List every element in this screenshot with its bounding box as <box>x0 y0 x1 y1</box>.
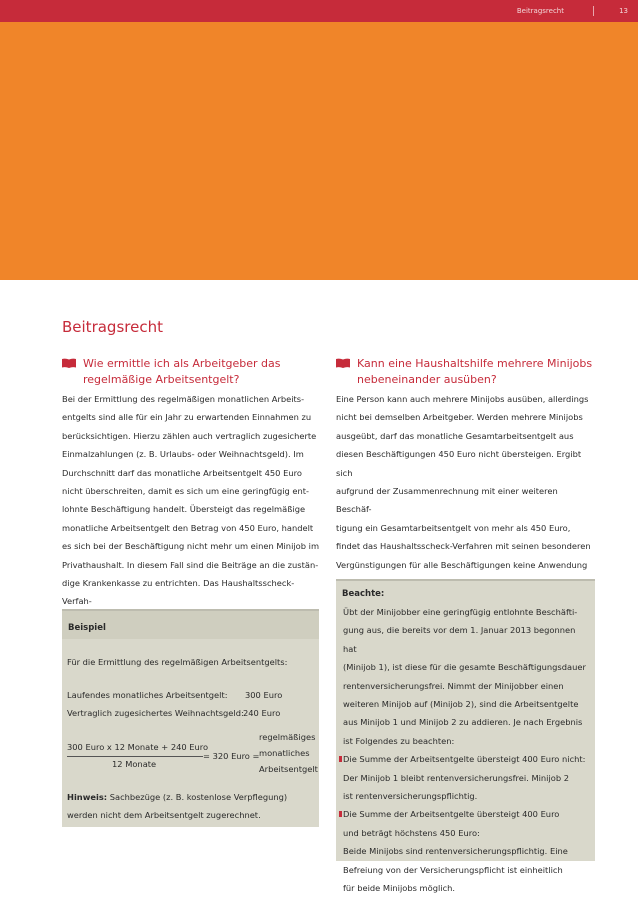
note-bullet-2-text: Die Summe der Arbeitsentgelte übersteigt 400 Euro und beträgt höchstens 450 Euro: Beide Minijobs sind rentenversicherungspflichtig. Eine Befreiung von der Versicherungspflicht ist einheitlich für beide Minijobs möglich. <box>343 809 568 894</box>
hero-image-area <box>0 22 638 280</box>
formula-equals: = 320 Euro = <box>203 751 260 761</box>
hint-text-2: werden nicht dem Arbeitsentgelt zugerechnet. <box>67 810 261 820</box>
note-intro: Übt der Minijobber eine geringfügig entlohnte Beschäfti- gung aus, die bereits vor dem 1. Januar 2013 begonnen hat (Minijob 1), ist diese für die gesamte Beschäftigungsdauer rentenversicherungsfrei. Nimmt der Minijobber einen weiteren Minijob auf (Minijob 2), sind die Arbeitsentgelte aus Minijob 1 und Minijob 2 zu addieren. Je nach Ergebnis ist Folgendes zu beachten: <box>343 607 586 746</box>
bullet-marker <box>339 811 342 817</box>
formula-result-2: monatliches <box>259 748 310 758</box>
note-body <box>343 603 591 898</box>
example-line2-label: Vertraglich zugesichertes Weihnachtsgeld: <box>67 708 244 718</box>
formula-numerator: 300 Euro x 12 Monate + 240 Euro <box>67 742 209 752</box>
note-box <box>336 579 595 894</box>
page-title: Beitragsrecht <box>62 318 163 336</box>
example-hint <box>67 792 287 802</box>
formula-denominator: 12 Monate <box>112 759 157 769</box>
example-title: Beispiel <box>62 611 319 639</box>
header-section: Beitragsrecht <box>516 7 564 15</box>
right-question <box>336 356 594 388</box>
note-bullet-2 <box>343 805 591 897</box>
left-column <box>62 356 320 629</box>
example-line1-value: 300 Euro <box>245 690 283 700</box>
note-title: Beachte: <box>342 589 385 599</box>
bullet-marker <box>339 756 342 762</box>
top-bar <box>0 0 638 22</box>
note-bullet-1 <box>343 750 591 805</box>
note-bullet-1-text: Die Summe der Arbeitsentgelte übersteigt 400 Euro nicht: Der Minijob 1 bleibt rentenversicherungsfrei. Minijob 2 ist rentenversicherungspflichtig. <box>343 754 586 802</box>
example-line1-label: Laufendes monatliches Arbeitsentgelt: <box>67 690 228 700</box>
hint-text-1: Sachbezüge (z. B. kostenlose Verpflegung) <box>107 792 288 802</box>
left-question <box>62 356 320 388</box>
page-number: 13 <box>619 7 628 15</box>
example-box <box>62 609 319 827</box>
example-line2-value: 240 Euro <box>243 708 281 718</box>
book-icon <box>62 358 76 368</box>
left-body-text: Bei der Ermittlung des regelmäßigen monatlichen Arbeits- entgelts sind alle für ein Jahr zu erwartenden Einnahmen zu berücksichtigen. Hierzu zählen auch vertraglich zugesicherte Einmalzahlungen (z. B. Urlaubs- oder Weihnachtsgeld). Im Durchschnitt darf das monatliche Arbeitsentgelt 450 Euro nicht überschreiten, damit es sich um eine geringfügig ent- lohnte Beschäftigung handelt. Übersteigt das regelmäßige monatliche Arbeitsentgelt den Betrag von 450 Euro, handelt es sich bei der Beschäftigung nicht mehr um einen Minijob im Privathaushalt. In diesem Fall sind die Beiträge an die zustän- dige Krankenkasse zu entrichten. Das Haushaltsscheck-Verfah- <box>62 394 320 607</box>
right-body-text: Eine Person kann auch mehrere Minijobs ausüben, allerdings nicht bei demselben Arbeitgeber. Werden mehrere Minijobs ausgeübt, darf das monatliche Gesamtarbeitsentgelt aus diesen Beschäftigungen 450 Euro nicht übersteigen. Ergibt sich aufgrund der Zusammenrechnung mit einer weiteren Beschäf- tigung ein Gesamtarbeitsentgelt von mehr als 450 Euro, findet das Haushaltsscheck-Verfahren mit seinen besonderen Vergünstigungen für alle Beschäftigungen keine Anwendung <box>336 394 591 570</box>
hint-label: Hinweis: <box>67 792 108 802</box>
example-intro: Für die Ermittlung des regelmäßigen Arbeitsentgelts: <box>67 657 288 667</box>
formula-result-1: regelmäßiges <box>259 732 316 742</box>
formula-result-3: Arbeitsentgelt <box>259 764 318 774</box>
book-icon <box>336 358 350 368</box>
fraction-line <box>67 756 203 757</box>
header-divider <box>593 6 594 16</box>
left-question-text: Wie ermittle ich als Arbeitgeber das regelmäßige Arbeitsentgelt? <box>83 357 281 386</box>
right-question-text: Kann eine Haushaltshilfe mehrere Minijobs nebeneinander ausüben? <box>357 357 593 386</box>
